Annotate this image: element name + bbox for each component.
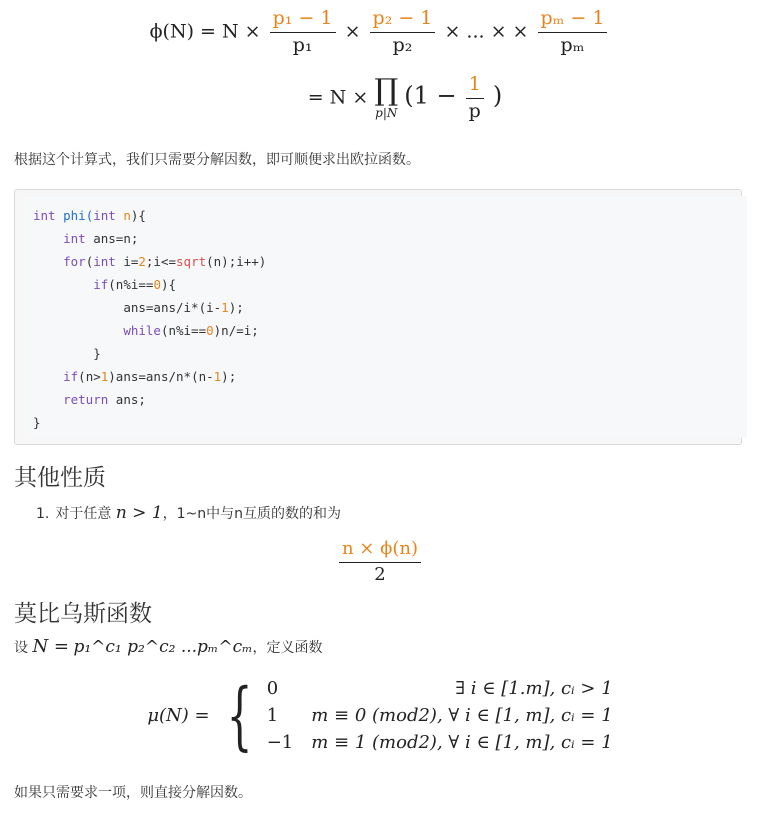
mobius-lhs: μ(N) =	[147, 705, 210, 726]
list-marker: 1.	[36, 506, 50, 522]
times-sign: ×	[344, 20, 361, 43]
fraction-4: $\frac{1}{p}$	[466, 74, 484, 123]
mobius-formula	[0, 672, 760, 759]
code-block	[14, 189, 742, 445]
heading-other-properties: 其他性质	[14, 465, 106, 491]
code-block-inner	[25, 196, 747, 438]
product-operator: ∏ p|N	[374, 73, 399, 121]
cases-rows: 0 ∃ i ∈ [1.m], cᵢ > 1 1 m ≡ 0 (mod2), ∀ i ∈ [1, m], cᵢ = 1 −1 m ≡ 1 (mod2), ∀ i ∈ [1, m], cᵢ = 1	[266, 678, 613, 753]
paren-close: )	[492, 81, 503, 110]
fraction-2: $\frac{\text{p₂ − 1}}{\text{p₂}}$	[370, 8, 436, 57]
sum-formula	[0, 539, 760, 585]
phi-line1-lhs: ϕ(N) = N ×	[149, 20, 261, 43]
paragraph-final-note: 如果只需要求一项，则直接分解因数。	[14, 785, 252, 801]
phi-line2-lhs: = N ×	[307, 86, 369, 109]
list-item: 1. 对于任意 n > 1，1~n中与n互质的数的和为	[36, 503, 342, 523]
paren-open: (1 −	[404, 81, 457, 110]
fraction-1: $\frac{\text{p₁ − 1}}{\text{p₁}}$	[270, 8, 336, 57]
inline-math-n-gt-1: n > 1	[115, 503, 163, 523]
fraction-3: $\frac{\text{pₘ − 1}}{\text{pₘ}}$	[538, 8, 608, 57]
math-N: N =	[32, 636, 70, 657]
code-text: int phi(int n){ int ans=n; for(int i=2;i<=sqrt(n);i++) if(n%i==0){ ans=ans/i*(i-1); while(n%i==0)n/=i; } if(n>1)ans=ans/n*(n-1); return ans; }	[33, 208, 267, 430]
phi-formula	[0, 8, 760, 57]
paragraph-define-N: 设 N = p₁^c₁ p₂^c₂ ...pₘ^cₘ，定义函数	[14, 636, 323, 657]
cases-brace: {	[226, 672, 253, 759]
heading-mobius: 莫比乌斯函数	[14, 601, 152, 627]
properties-list	[14, 503, 341, 524]
phi-formula-line2	[0, 74, 760, 123]
paragraph-euler-note: 根据这个计算式，我们只需要分解因数，即可顺便求出欧拉函数。	[14, 152, 420, 168]
ellipsis-times: × ... × ×	[444, 20, 529, 43]
math-factorization: p₁^c₁ p₂^c₂ ...pₘ^cₘ	[73, 637, 253, 657]
fraction-sum: $\frac{n \times \phi(n)}{2}$	[339, 539, 421, 585]
